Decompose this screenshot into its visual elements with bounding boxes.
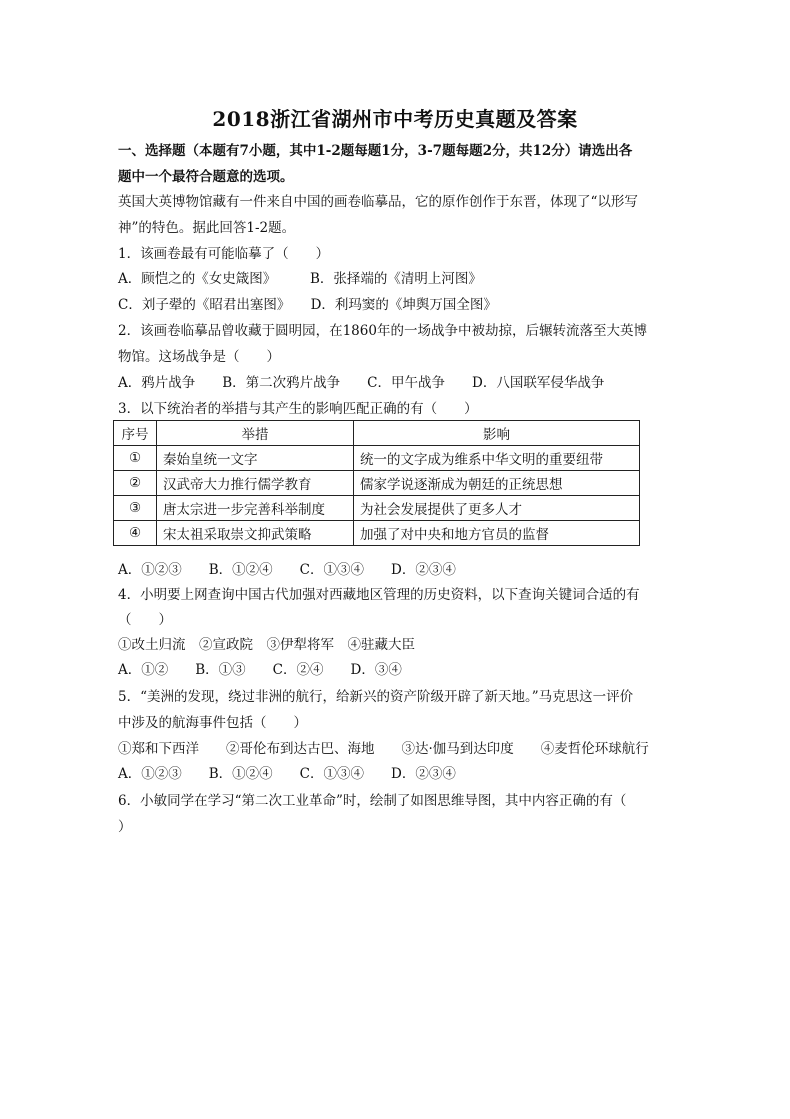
table-cell-measure: 唐太宗进一步完善科举制度 bbox=[157, 496, 354, 521]
intro-line-1: 英国大英博物馆藏有一件来自中国的画卷临摹品，它的原作创作于东晋，体现了“以形写 bbox=[118, 194, 638, 210]
table-cell-impact: 为社会发展提供了更多人才 bbox=[354, 496, 640, 521]
page-title: 2018浙江省湖州市中考历史真题及答案 bbox=[212, 107, 578, 131]
section-heading-line-1: 一、选择题（本题有7小题，其中1-2题每题1分，3-7题每题2分，共12分）请选出各 bbox=[118, 143, 633, 159]
table-cell-impact: 儒家学说逐渐成为朝廷的正统思想 bbox=[354, 471, 640, 496]
question-2-stem-line-1: 2．该画卷临摹品曾收藏于圆明园，在1860年的一场战争中被劫掠，后辗转流落至大英博 bbox=[118, 323, 647, 339]
table-header-row bbox=[114, 421, 640, 446]
question-2-stem-line-2: 物馆。这场战争是（ ） bbox=[118, 349, 280, 365]
table-header-cell: 序号 bbox=[114, 421, 157, 446]
table-cell-number: ② bbox=[114, 471, 157, 496]
table-header-cell: 举措 bbox=[157, 421, 354, 446]
question-5-stem-line-2: 中涉及的航海事件包括（ ） bbox=[118, 715, 307, 731]
intro-line-2: 神”的特色。据此回答1-2题。 bbox=[118, 220, 296, 236]
question-5-options: A．①②③ B．①②④ C．①③④ D．②③④ bbox=[118, 766, 456, 782]
question-5-items: ①郑和下西洋 ②哥伦布到达古巴、海地 ③达·伽马到达印度 ④麦哲伦环球航行 bbox=[118, 741, 649, 757]
question-4-stem-line-2: （ ） bbox=[118, 612, 172, 628]
table-row bbox=[114, 446, 640, 471]
table-cell-number: ④ bbox=[114, 521, 157, 546]
question-5-stem-line-1: 5．“美洲的发现，绕过非洲的航行，给新兴的资产阶级开辟了新天地。”马克思这一评价 bbox=[118, 689, 634, 705]
question-1-options-line-1: A．顾恺之的《女史箴图》 B．张择端的《清明上河图》 bbox=[118, 271, 482, 287]
question-2-options: A．鸦片战争 B．第二次鸦片战争 C．甲午战争 D．八国联军侵华战争 bbox=[118, 375, 605, 391]
question-4-stem-line-1: 4．小明要上网查询中国古代加强对西藏地区管理的历史资料，以下查询关键词合适的有 bbox=[118, 587, 640, 603]
table-cell-number: ① bbox=[114, 446, 157, 471]
measures-table bbox=[113, 420, 640, 546]
table-cell-impact: 统一的文字成为维系中华文明的重要纽带 bbox=[354, 446, 640, 471]
table-cell-number: ③ bbox=[114, 496, 157, 521]
table-cell-measure: 宋太祖采取崇文抑武策略 bbox=[157, 521, 354, 546]
question-1-options-line-2: C．刘子翚的《昭君出塞图》 D．利玛窦的《坤舆万国全图》 bbox=[118, 297, 497, 313]
question-4-options: A．①② B．①③ C．②④ D．③④ bbox=[118, 662, 402, 678]
table-row bbox=[114, 496, 640, 521]
table-cell-measure: 汉武帝大力推行儒学教育 bbox=[157, 471, 354, 496]
table-row bbox=[114, 521, 640, 546]
question-6-stem-line-1: 6．小敏同学在学习“第二次工业革命”时，绘制了如图思维导图，其中内容正确的有（ bbox=[118, 793, 627, 809]
question-4-items: ①改土归流 ②宣政院 ③伊犁将军 ④驻藏大臣 bbox=[118, 637, 415, 653]
table-cell-measure: 秦始皇统一文字 bbox=[157, 446, 354, 471]
question-1-stem: 1．该画卷最有可能临摹了（ ） bbox=[118, 246, 330, 262]
question-3-stem: 3．以下统治者的举措与其产生的影响匹配正确的有（ ） bbox=[118, 401, 478, 417]
question-6-stem-line-2: ） bbox=[118, 819, 132, 835]
table-row bbox=[114, 471, 640, 496]
table-header-cell: 影响 bbox=[354, 421, 640, 446]
table-cell-impact: 加强了对中央和地方官员的监督 bbox=[354, 521, 640, 546]
question-3-options: A．①②③ B．①②④ C．①③④ D．②③④ bbox=[118, 562, 456, 578]
section-heading-line-2: 题中一个最符合题意的选项。 bbox=[118, 169, 294, 185]
